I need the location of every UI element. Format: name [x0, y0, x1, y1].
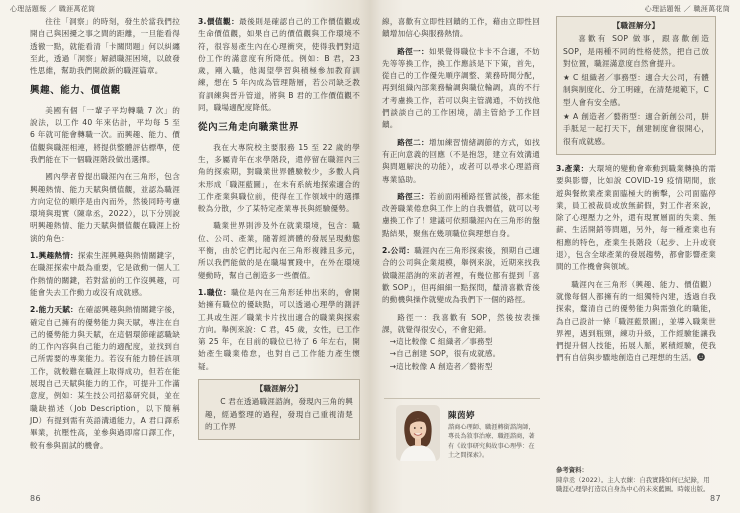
list-item-label: 3.價值觀：	[198, 17, 240, 26]
body-paragraph: 美國有個「一輩子平均轉職 7 次」的說法，以工作 40 年來估計，平均每 5 至 6 年就可能會轉職一次。而興趣、能力、價值觀與職涯相連，將提供整體評估標準，使我們能在下一個職涯階段做出選擇。	[30, 105, 180, 164]
author-name: 陳茵婷	[448, 411, 476, 421]
intro-paragraph: 往往「洞察」的時刻，發生於當我們拉開自己與困擾之事之間的距離，一旦能看得透徹一點，就能看清「卡關問題」何以糾纏至此，透過「洞察」解鎖職涯困境，以啟發性思維，幫助我們開啟新的職涯篇章。	[30, 17, 180, 76]
box-bullet: ★ A 創造者／藝術型：適合新創公司，胼手胝足一起打天下，創建制度會很開心，很有成就感。	[563, 112, 709, 146]
body-paragraph: 國內學者曾提出職涯內在三角形，包含興趣熱情、能力天賦與價值觀，並認為職涯方向定位的順序是由內而外，然後同時考慮環境與現實（陳韋丞，2022），以下分別說明興趣熱情、能力天賦與價值觀在職涯上扮演的角色：	[30, 172, 180, 243]
list-item-label: 3.產業：	[556, 163, 589, 173]
running-header-right: 心理話題報 ／ 職涯萬花筒	[644, 5, 730, 13]
list-item-text: 探索生涯興趣與熱情關鍵字，在職涯探索中最為重要，它是啟動一個人工作熱情的關鍵，若對當前的工作沒興趣，可能會失去工作動力或沒有成就感。	[30, 251, 180, 297]
box-title: 【職涯解分】	[612, 21, 660, 30]
sop-line: 路徑一：我喜歡有 SOP，然後按表操課，就覺得很安心，不會犯錯。	[382, 312, 540, 334]
closing-paragraph	[556, 279, 716, 365]
column-right-1	[382, 16, 540, 373]
path-text: 增加練習情緒調節的方式，如找有正向意義的回應（不是抱怨，建立有效溝通與問題解決的功能），或者可以尋求心理諮商專業協助。	[382, 137, 540, 184]
list-item	[30, 304, 180, 452]
path-label: 路徑二：	[397, 137, 429, 147]
list-item	[382, 245, 540, 306]
page-number-right: 87	[710, 494, 721, 503]
path-item	[382, 46, 540, 132]
list-item	[198, 287, 360, 373]
box-bullet: ★ C 組織者／事務型：適合大公司，有體制與制度化、分工明確，在清楚規範下，C 型人會有安全感。	[563, 73, 709, 107]
reference-label: 參考資料：	[556, 466, 588, 474]
list-item-label: 2.公司：	[382, 246, 415, 256]
career-analysis-box	[556, 16, 716, 155]
path-item	[382, 137, 540, 186]
sop-line: →這比較像 C 組織者／事務型	[389, 337, 493, 347]
body-paragraph: 職業世界則涉及外在就業環境，包含：職位、公司、產業，隨著經濟體的發展呈現動態平衡，由於它們比起內在三角形複雜且多元，所以我們能做的是在職場實踐中，在外在環境變動時，幫自己創造多一些價值。	[198, 221, 360, 280]
page-number-left: 86	[30, 494, 41, 503]
list-item-text: 大環境的變動會牽動到職業轉換的需要與影響，比如說 COVID-19 疫情期間，旅遊與餐飲業產業面臨極大的衝擊，公司面臨停業，員工被裁員或放無薪假，對工作者來說，除了心理壓力之外，還有現實層面的失業、無薪、生活開銷等問題，另外，每一種產業也有相應的特色，產業生長階段（起步、上升或衰退），包含全球產業的發展趨勢，都會影響產業間的工作機會與領域。	[556, 163, 716, 272]
path-text: 如果覺得職位卡卡不合適，不妨先等等換工作，換工作應該是下下策，首先，從自己的工作優先順序調整、業務時間分配，再到組織內部業務輪調與職位輪調，真的不行才考慮換工作，若可以與主管溝通，不妨找他們談談自己的工作困境，請主管給予工作回饋。	[382, 46, 540, 130]
closing-text: 職涯內在三角形（興趣、能力、價值觀）就像每個人都擁有的一組獨特內建，透過自我探索，釐清自己的優勢能力與需強化的職能，為自己設計一條「職涯藍景圖」，並導入職業世界裡，遇到瓶頸，練功升級，工作經驗能讓我們提升個人技能，拓展人脈，累積經驗，使我們有自信與步驟地創造自己理想的生活。	[556, 279, 716, 363]
list-item-label: 1.興趣熱情：	[30, 251, 78, 261]
smiley-icon	[697, 353, 705, 361]
column-right-2	[556, 16, 716, 370]
section-heading: 興趣、能力、價值觀	[30, 85, 121, 97]
list-item	[556, 163, 716, 274]
reference-text: 陳韋丞（2022）。主人衣練：自我實踐如何已紀錄，用職涯心理學打造以自身為中心的未來藍圖。時報出版。	[556, 475, 710, 494]
running-header-left: 心理話題報 ／ 職涯萬花筒	[10, 5, 96, 13]
column-left-2	[198, 16, 360, 440]
reference-note	[556, 466, 716, 495]
list-item-label: 1.職位：	[198, 287, 232, 297]
list-item-text: 職涯內在三角形探索後，預期自己適合的公司與企業規模，舉例來說，近期來找我做職涯諮詢的來訪者裡，有幾位都有提到「喜歡 SOP」，但再細細一點探問，釐清喜歡背後的動機與操作就變成為我們下一個的路徑。	[382, 246, 540, 305]
author-portrait-icon	[396, 405, 440, 461]
list-item-label: 2.能力天賦：	[30, 305, 78, 315]
box-title: 【職涯解分】	[255, 384, 303, 394]
section-heading: 從內三角走向職業世界	[198, 122, 300, 134]
path-label: 路徑一：	[397, 46, 429, 56]
author-bio: 諮商心理師、職涯轉銜諮詢師，專長為敘事治療、職涯諮商，著有《故事研究與故事心理學：在土之間探索》。	[448, 424, 535, 460]
box-text: C 君在透過職涯諮詢，發現內三角的興趣，經過整理的過程，發現自己重視清楚的工作界	[205, 397, 354, 431]
box-text: 喜歡有 SOP 做事，跟喜歡創造 SOP，是兩種不同的性格使然，把自己放對位置，職涯滿意度自然會提升。	[563, 34, 709, 68]
path-label: 路徑三：	[397, 191, 429, 201]
path-item	[382, 191, 540, 240]
list-item-text: 在確認興趣與熱情關鍵字後，確定自己擁有的優勢能力與天賦，專注在自己的優勢能力與天賦，在這個環節確認職缺的工作內容與自己能力的適配度，並找到自己所需要的專業能力。若沒有能力勝任該項工作，就較難在職涯上取得成功，但若在能展現自己天賦與能力的工作，可提升工作滿意度，例如：某生技公司招募研究員，並在職缺描述（Job Description，以下簡稱 JD）有提到需有英語溝通能力，A 君口譯系畢業，抗壓性高，並參與過即席口譯工作，較有參與面試的機會。	[30, 305, 180, 450]
list-item-text: 最後則是確認自己的工作價值觀或生命價值觀，如果自己的價值觀與工作環境不符，很容易產生內在心理衝突，使得我們對這份工作的滿意度有所降低。例如：B 君，23 歲，剛入職，他渴望學習與積極參加教育訓練，想在 5 年內成為管理階層，若公司缺乏教育訓練與晉升管道，將與 B 君的工作價值觀不同，職場適配度降低。	[198, 17, 360, 113]
sop-line: →這比較像 A 創造者／藝術型	[389, 361, 493, 371]
sop-line: →自己創建 SOP，很有成就感。	[389, 349, 501, 359]
path-text: 若前面兩種路徑嘗試後，都未能改善職業倦怠與工作上的自我價值，就可以考慮換工作了！建議可依照職涯內在三角形的盤點結果，聚焦在幾項職位與理想自身。	[382, 191, 540, 238]
list-item	[198, 16, 360, 114]
column-left-1	[30, 16, 180, 457]
body-paragraph: 我在大專院校主要服務 15 至 22 歲的學生，多屬青年在求學階段，還停留在職涯內三角的探索期，對職業世界體驗較少，多數人尚未形成「職涯藍圖」，在未有系統地探索適合的工作產業與職位前，使得在工作領域中的選擇較為分散，少了某特定產業專長與經驗優勢。	[198, 142, 360, 214]
author-box	[384, 398, 540, 477]
author-photo	[396, 405, 440, 461]
list-item-text: 職位是內在三角形延伸出來的，會開始擁有職位的優缺點，可以透過心理學的測評工具或生涯／職業卡片找出適合的職業與探索方向。舉例來說：C 君，45 歲，女性，已工作第 25 年，在目前的職位已待了 6 年左右，開始產生職業倦怠，也對自己工作能力產生懷疑。	[198, 287, 360, 371]
body-paragraph: 線，喜歡有立即性回饋的工作，藉由立即性回饋增加信心與服務熱情。	[382, 17, 540, 39]
career-analysis-box	[198, 379, 360, 440]
list-item	[30, 250, 180, 299]
